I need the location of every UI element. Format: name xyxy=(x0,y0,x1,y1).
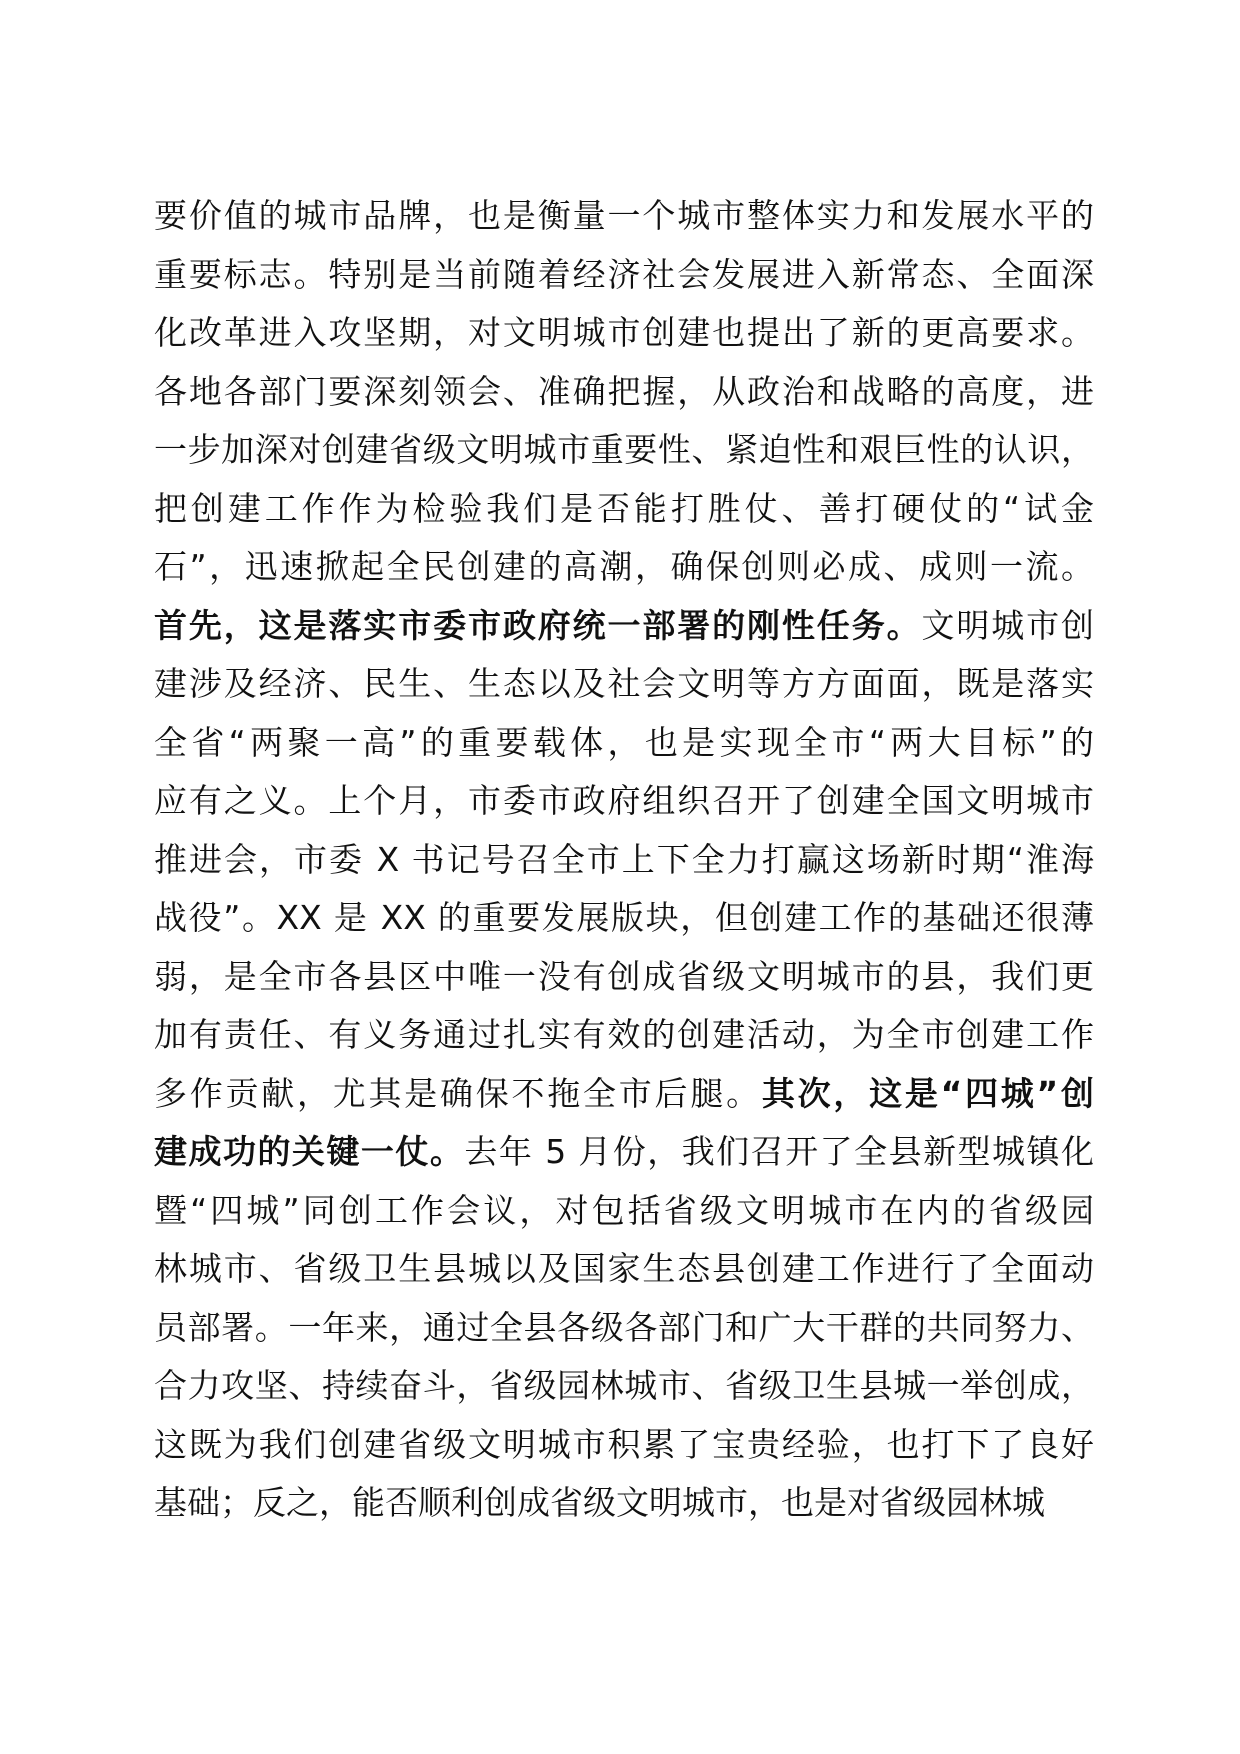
text-line xyxy=(154,889,1094,948)
text-line xyxy=(154,1123,1094,1182)
text-line xyxy=(154,480,1094,539)
bold-heading-text: 其次，这是“四城”创 xyxy=(761,1073,1094,1113)
body-text-segment: 文明城市创 xyxy=(921,605,1095,645)
body-text-segment: 战役”。XX 是 XX 的重要发展版块，但创建工作的基础还很薄 xyxy=(154,898,1094,937)
body-text-segment: 弱，是全市各县区中唯一没有创成省级文明城市的县，我们更 xyxy=(154,956,1094,996)
text-line xyxy=(154,538,1094,597)
body-text-segment: 化改革进入攻坚期，对文明城市创建也提出了新的更高要求。 xyxy=(154,313,1094,352)
bold-heading-text: 建成功的关键一仗。 xyxy=(154,1132,465,1171)
text-line xyxy=(154,1357,1094,1416)
body-text-segment: 加有责任、有义务通过扎实有效的创建活动，为全市创建工作 xyxy=(154,1015,1094,1054)
body-text-segment: 去年 5 月份，我们召开了全县新型城镇化 xyxy=(464,1132,1094,1171)
body-text-segment: 推进会，市委 X 书记号召全市上下全力打赢这场新时期“淮海 xyxy=(154,839,1094,879)
text-line xyxy=(154,655,1094,714)
text-line xyxy=(154,304,1094,363)
text-line xyxy=(154,714,1094,773)
body-text-segment: 重要标志。特别是当前随着经济社会发展进入新常态、全面深 xyxy=(154,254,1094,294)
text-line xyxy=(154,597,1094,656)
bold-heading-text: 首先，这是落实市委市政府统一部署的刚性任务。 xyxy=(154,605,922,645)
text-line xyxy=(154,421,1094,480)
text-line xyxy=(154,1299,1094,1358)
body-text-segment: 各地各部门要深刻领会、准确把握，从政治和战略的高度，进 xyxy=(154,371,1094,411)
text-line xyxy=(154,772,1094,831)
body-text-segment: 合力攻坚、持续奋斗，省级园林城市、省级卫生县城一举创成， xyxy=(154,1366,1094,1405)
text-line xyxy=(154,1416,1094,1475)
body-text-segment: 暨“四城”同创工作会议，对包括省级文明城市在内的省级园 xyxy=(154,1190,1094,1230)
body-text-segment: 全省“两聚一高”的重要载体，也是实现全市“两大目标”的 xyxy=(154,722,1094,762)
text-line xyxy=(154,948,1094,1007)
text-line xyxy=(154,1240,1094,1299)
text-line xyxy=(154,187,1094,246)
body-text-segment: 多作贡献，尤其是确保不拖全市后腿。 xyxy=(154,1073,762,1113)
body-text-segment: 石”，迅速掀起全民创建的高潮，确保创则必成、成则一流。 xyxy=(154,547,1094,586)
body-text-segment: 建涉及经济、民生、生态以及社会文明等方方面面，既是落实 xyxy=(154,664,1094,703)
body-text-segment: 员部署。一年来，通过全县各级各部门和广大干群的共同努力、 xyxy=(154,1307,1094,1347)
body-text-segment: 把创建工作作为检验我们是否能打胜仗、善打硬仗的“试金 xyxy=(154,488,1094,528)
body-text-segment: 要价值的城市品牌，也是衡量一个城市整体实力和发展水平的 xyxy=(154,196,1094,235)
body-text xyxy=(154,187,1094,1533)
text-line xyxy=(154,1065,1094,1124)
text-line xyxy=(154,1182,1094,1241)
text-line xyxy=(154,246,1094,305)
text-line xyxy=(154,831,1094,890)
text-line xyxy=(154,1006,1094,1065)
body-text-segment: 一步加深对创建省级文明城市重要性、紧迫性和艰巨性的认识， xyxy=(154,430,1094,469)
body-text-segment: 应有之义。上个月，市委市政府组织召开了创建全国文明城市 xyxy=(154,781,1094,820)
body-text-segment: 这既为我们创建省级文明城市积累了宝贵经验，也打下了良好 xyxy=(154,1424,1094,1464)
text-line xyxy=(154,363,1094,422)
body-text-segment: 基础；反之，能否顺利创成省级文明城市，也是对省级园林城 xyxy=(154,1483,1045,1522)
text-line xyxy=(154,1474,1094,1533)
body-text-segment: 林城市、省级卫生县城以及国家生态县创建工作进行了全面动 xyxy=(154,1249,1094,1288)
